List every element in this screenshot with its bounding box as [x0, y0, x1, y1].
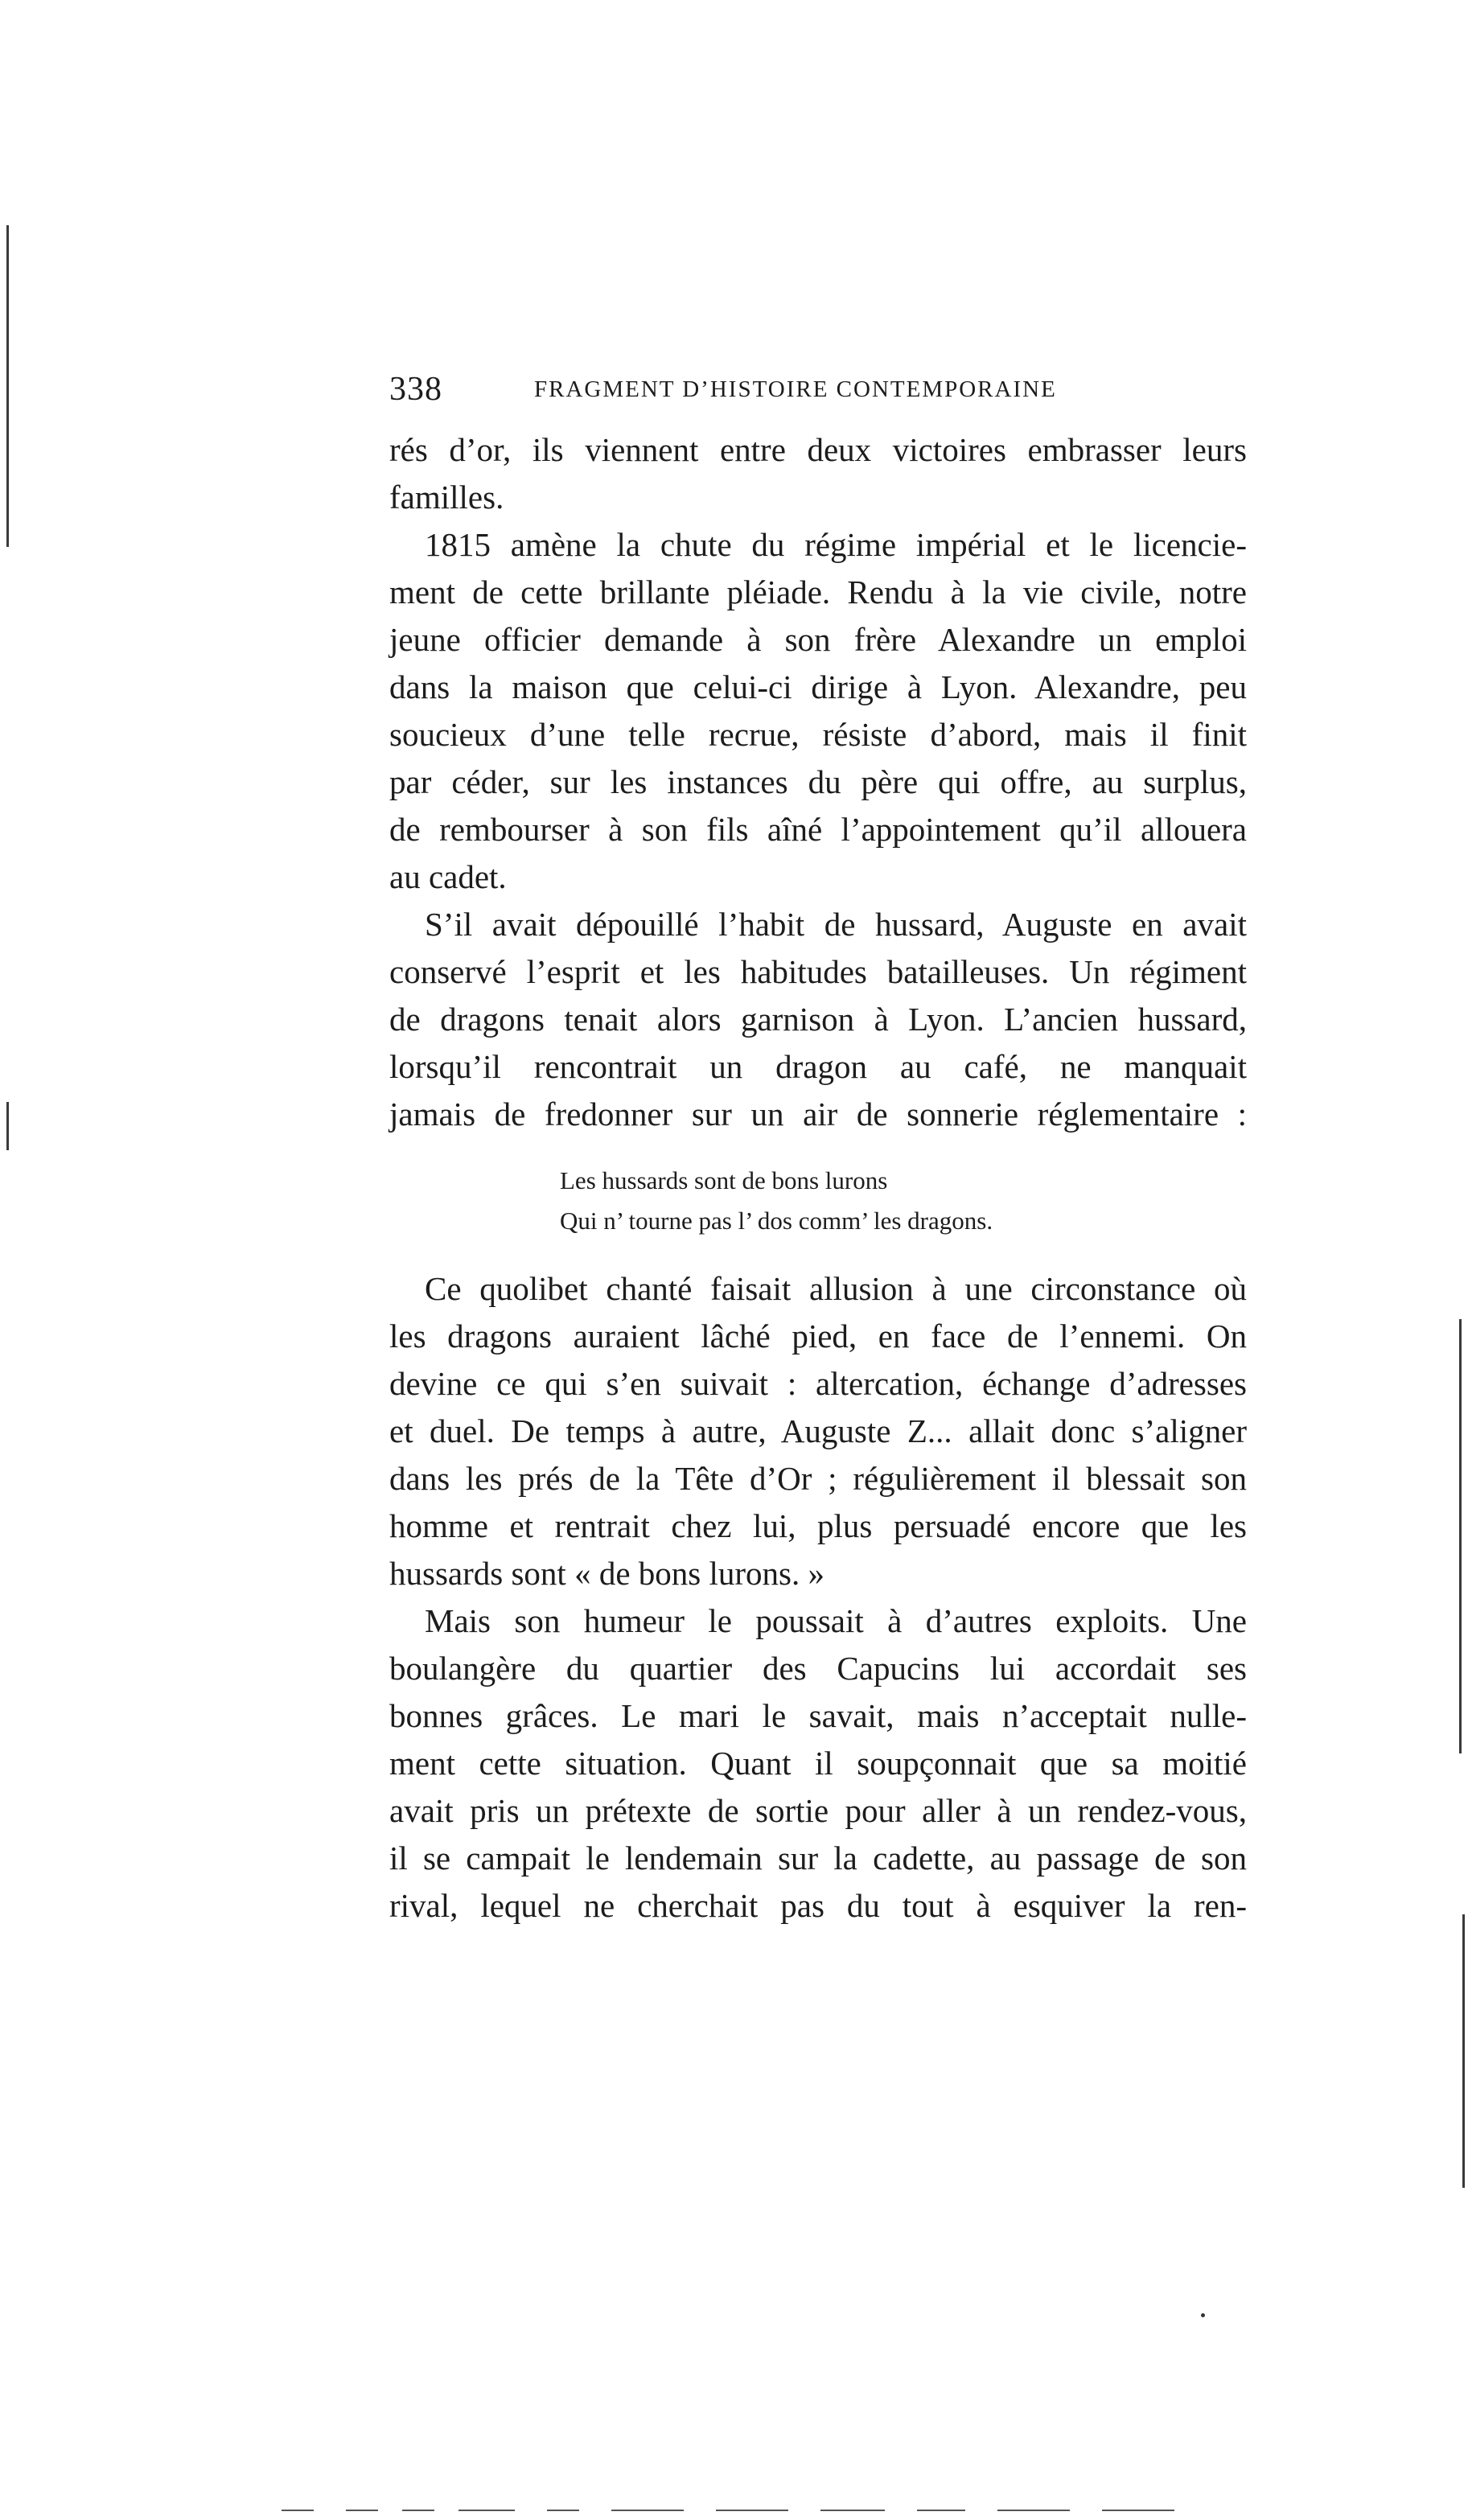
text-line: homme et rentrait chez lui, plus persuadé encore que les [389, 1507, 1247, 1544]
paragraph-4 [389, 1265, 1247, 1597]
text-line: ment cette situation. Quant il soupçonnait que sa moitié [389, 1745, 1247, 1782]
text-line: conservé l’esprit et les habitudes batailleuses. Un régiment [389, 953, 1247, 990]
paragraph-3 [389, 901, 1247, 1138]
text-line: hussards sont « de bons lurons. » [389, 1555, 824, 1592]
bottom-dash [1142, 2510, 1174, 2511]
bottom-dash [716, 2510, 788, 2511]
bottom-dash [820, 2510, 885, 2511]
left-scan-edge [6, 225, 9, 547]
bottom-dash [611, 2510, 684, 2511]
text-line: devine ce qui s’en suivait : altercation, échange d’adresses [389, 1365, 1247, 1402]
right-scan-edge [1459, 1319, 1462, 1753]
bottom-dash [458, 2510, 515, 2511]
verse-line: Qui n’ tourne pas l’ dos comm’ les dragons. [560, 1207, 993, 1235]
text-line: Mais son humeur le poussait à d’autres exploits. Une [425, 1602, 1247, 1639]
paragraph-2 [389, 521, 1247, 901]
text-line: 1815 amène la chute du régime impérial et le licencie- [425, 526, 1247, 563]
bottom-dash [402, 2510, 434, 2511]
text-line: rival, lequel ne cherchait pas du tout à esquiver la ren- [389, 1887, 1247, 1924]
bottom-dash [346, 2510, 378, 2511]
book-page [389, 370, 1247, 1930]
verse-quote [560, 1161, 1247, 1241]
text-line: rés d’or, ils viennent entre deux victoires embrasser leurs [389, 431, 1247, 468]
text-line: dans la maison que celui-ci dirige à Lyon. Alexandre, peu [389, 668, 1247, 705]
running-title: FRAGMENT D’HISTOIRE CONTEMPORAINE [534, 376, 1057, 402]
text-line: au cadet. [389, 858, 507, 895]
page-number: 338 [389, 371, 442, 408]
bottom-dash [547, 2510, 579, 2511]
text-line: lorsqu’il rencontrait un dragon au café, ne manquait [389, 1048, 1247, 1085]
verse-line: Les hussards sont de bons lurons [560, 1166, 888, 1194]
text-line: familles. [389, 479, 504, 516]
text-line: S’il avait dépouillé l’habit de hussard, Auguste en avait [425, 906, 1247, 943]
paragraph-5 [389, 1597, 1247, 1930]
text-line: Ce quolibet chanté faisait allusion à une circonstance où [425, 1270, 1247, 1307]
text-line: dans les prés de la Tête d’Or ; régulièrement il blessait son [389, 1460, 1247, 1497]
text-line: avait pris un prétexte de sortie pour aller à un rendez-vous, [389, 1792, 1247, 1829]
text-line: et duel. De temps à autre, Auguste Z... allait donc s’aligner [389, 1412, 1247, 1449]
paragraph-1 [389, 426, 1247, 521]
text-line: bonnes grâces. Le mari le savait, mais n’acceptait nulle- [389, 1697, 1247, 1734]
text-line: boulangère du quartier des Capucins lui accordait ses [389, 1650, 1247, 1687]
bottom-dash [917, 2510, 965, 2511]
ink-speck [1201, 2313, 1205, 2317]
right-scan-edge-lower [1462, 1914, 1465, 2188]
running-head [389, 370, 1247, 426]
bottom-dash [997, 2510, 1070, 2511]
text-line: ment de cette brillante pléiade. Rendu à la vie civile, notre [389, 573, 1247, 610]
text-line: les dragons auraient lâché pied, en face de l’ennemi. On [389, 1318, 1247, 1355]
text-line: jamais de fredonner sur un air de sonnerie réglementaire : [389, 1096, 1247, 1133]
text-line: il se campait le lendemain sur la cadette, au passage de son [389, 1840, 1247, 1877]
left-scan-edge-lower [6, 1102, 9, 1150]
text-line: de rembourser à son fils aîné l’appointement qu’il allouera [389, 811, 1247, 848]
bottom-dash [282, 2510, 314, 2511]
text-line: de dragons tenait alors garnison à Lyon. L’ancien hussard, [389, 1001, 1247, 1038]
text-line: par céder, sur les instances du père qui offre, au surplus, [389, 763, 1247, 800]
text-line: soucieux d’une telle recrue, résiste d’abord, mais il finit [389, 716, 1247, 753]
text-line: jeune officier demande à son frère Alexandre un emploi [389, 621, 1247, 658]
